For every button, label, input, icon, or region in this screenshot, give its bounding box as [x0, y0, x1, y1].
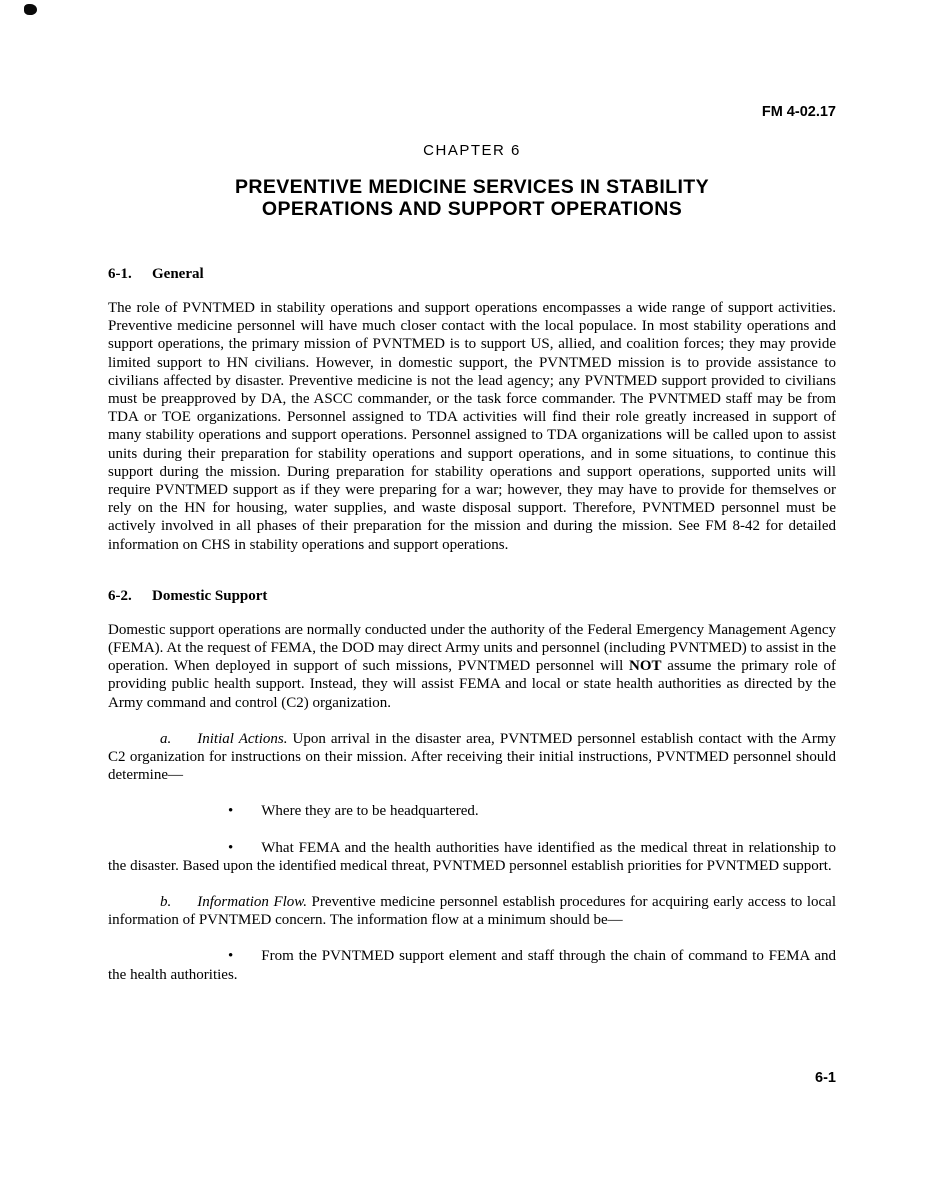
bullet-icon: •	[228, 948, 234, 965]
chapter-label: CHAPTER 6	[423, 142, 521, 159]
subparagraph-letter: b.	[160, 894, 172, 911]
bullet-icon: •	[228, 803, 234, 820]
document-ref: FM 4-02.17	[761, 104, 836, 120]
paragraph-general: The role of PVNTMED in stability operations and support operations encompasses a wide range of support activities. Preventive medicine personnel will have much closer contact with the local populace. In most stability operations and support operations, the primary mission of PVNTMED is to support US, allied, and coalition forces; they may provide limited support to HN civilians. However, in domestic support, the PVNTMED mission is to provide assistance to civilians affected by disaster. Preventive medicine is not the lead agency; any PVNTMED support provided to civilians must be preapproved by DA, the ASCC commander, or the task force commander. The PVNTMED staff may be from TDA or TOE organizations. Personnel assigned to TDA activities will find their role greatly increased in support of many stability operations and support operations. Personnel assigned to TDA organizations will be called upon to assist units during their preparation for stability operations and support operations, and in some situations, to continue this support during the mission. During preparation for stability operations and support operations, supported units will require PVNTMED support as if they were preparing for a war; however, they may have to provide for themselves or rely on the HN for housing, water supplies, and waste disposal support. Therefore, PVNTMED personnel must be actively involved in all phases of their preparation for the mission and during the mission. See FM 8-42 for detailed information on CHS in stability operations and support operations.	[108, 300, 836, 553]
bullet-item	[108, 802, 836, 820]
bullet-text: What FEMA and the health authorities have identified as the medical threat in relationship to the disaster. Based upon the identified medical threat, PVNTMED personnel establish priorities for PVNTMED support.	[108, 839, 836, 874]
section-title: General	[152, 266, 204, 282]
bullet-item	[108, 947, 836, 983]
bullet-text: Where they are to be headquartered.	[261, 803, 479, 820]
paragraph-domestic-support	[108, 621, 836, 712]
section-heading-6-2	[108, 588, 836, 605]
subparagraph-title: Information Flow.	[197, 894, 307, 911]
text-run: Upon arrival in the disaster area, PVNTMED personnel establish contact with the Army C2 organization for instructions on their mission. After receiving their initial instructions, PVNTMED personnel should determine—	[108, 730, 836, 784]
emphasis-not: NOT	[629, 658, 662, 675]
text-run: Preventive medicine personnel establish procedures for acquiring early access to local information of PVNTMED concern. The information flow at a minimum should be—	[108, 894, 837, 929]
section-title: Domestic Support	[152, 587, 268, 604]
subparagraph-letter: a.	[160, 730, 172, 747]
scan-artifact-icon	[24, 4, 37, 15]
chapter-title-line1: PREVENTIVE MEDICINE SERVICES IN STABILITY	[234, 176, 709, 198]
bullet-item	[108, 839, 836, 875]
bullet-icon: •	[228, 839, 234, 856]
chapter-title	[108, 176, 836, 220]
section-number: 6-2.	[108, 587, 132, 604]
chapter-title-line2: OPERATIONS AND SUPPORT OPERATIONS	[261, 198, 683, 220]
text-run: Domestic support operations are normally conducted under the authority of the Federal Emergency Management Agency (FEMA). At the request of FEMA, the DOD may direct Army units and personnel (including PVNTMED) to assist in the operation. When deployed in support of such missions, PVNTMED personnel will	[108, 621, 836, 675]
bullet-text: From the PVNTMED support element and staff through the chain of command to FEMA and the health authorities.	[108, 948, 836, 983]
text-run: assume the primary role of providing public health support. Instead, they will assist FEMA and local or state health authorities as directed by the Army command and control (C2) organization.	[108, 658, 837, 711]
subparagraph-b	[108, 893, 836, 929]
page-number: 6-1	[815, 1070, 836, 1086]
section-number: 6-1.	[108, 266, 132, 282]
section-heading-6-1	[108, 266, 836, 283]
subparagraph-title: Initial Actions.	[197, 730, 288, 747]
subparagraph-a	[108, 730, 836, 785]
